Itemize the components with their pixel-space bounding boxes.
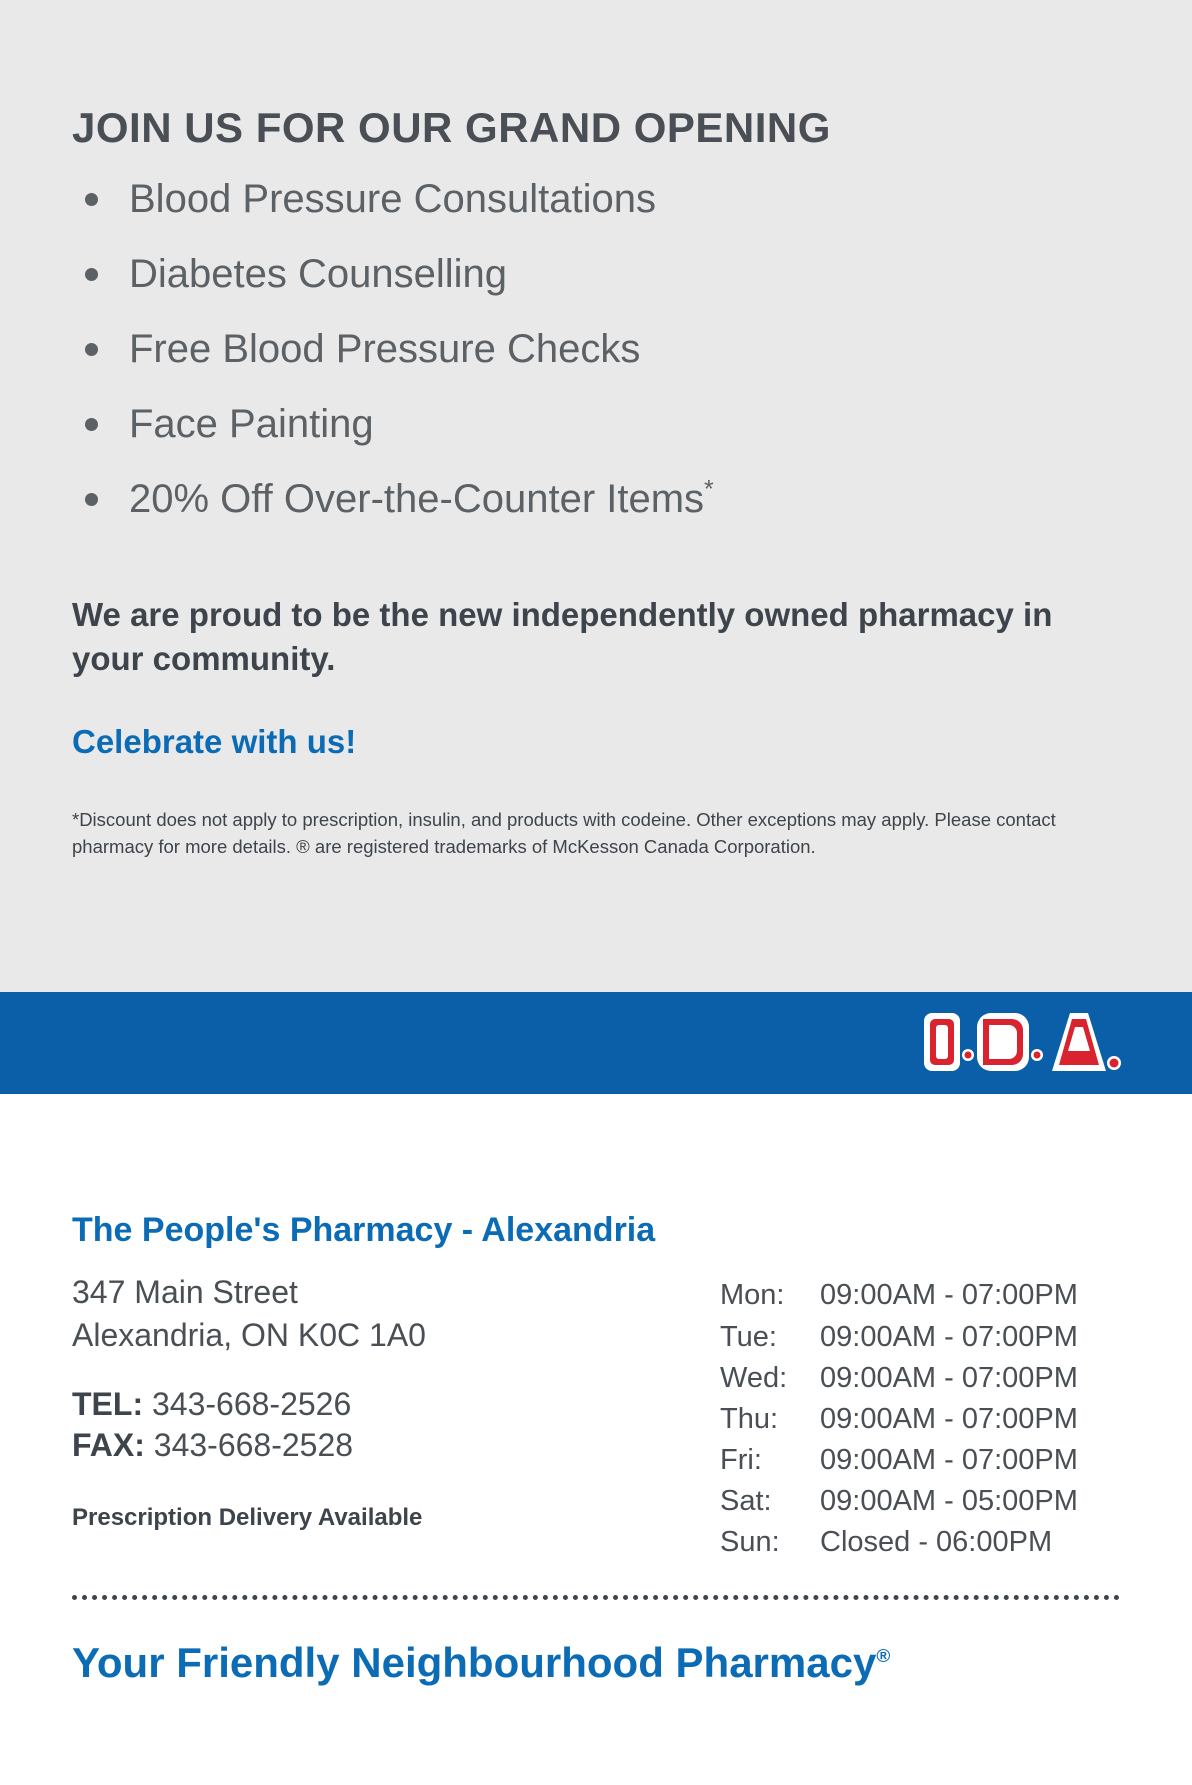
list-item-label: 20% Off Over-the-Counter Items <box>129 477 705 522</box>
hours-time-value: 09:00AM - 05:00PM <box>820 1485 1078 1518</box>
page-title: JOIN US FOR OUR GRAND OPENING <box>72 104 831 151</box>
contact-block <box>72 1384 672 1466</box>
telephone-label: TEL: <box>72 1385 144 1422</box>
fax-label: FAX: <box>72 1426 145 1463</box>
list-item-label: Blood Pressure Consultations <box>129 177 656 222</box>
hours-day-label: Wed: <box>720 1361 788 1394</box>
brand-band <box>0 992 1192 1094</box>
address-line-1: 347 Main Street <box>72 1274 298 1311</box>
bullet-icon <box>85 193 98 206</box>
bullet-icon <box>85 418 98 431</box>
store-name: The People's Pharmacy - Alexandria <box>72 1211 656 1249</box>
delivery-note: Prescription Delivery Available <box>72 1503 423 1531</box>
list-item-superscript: * <box>704 476 714 504</box>
hours-row <box>720 1481 1120 1522</box>
address-line-2: Alexandria, ON K0C 1A0 <box>72 1316 426 1353</box>
store-address-block <box>72 1271 672 1531</box>
list-item <box>72 177 1120 222</box>
hours-day-label: Mon: <box>720 1279 785 1312</box>
ida-logo <box>922 1007 1122 1079</box>
hours-time-value: 09:00AM - 07:00PM <box>820 1361 1078 1394</box>
list-item-label: Face Painting <box>129 402 374 447</box>
disclaimer-text: *Discount does not apply to prescription, insulin, and products with codeine. Other exceptions may apply. Please contact pharmacy for more details. ® are registered trademarks of McKesson Canada Corporation. <box>72 808 1056 858</box>
list-item-label: Diabetes Counselling <box>129 252 508 297</box>
hours-time-value: 09:00AM - 07:00PM <box>820 1444 1078 1477</box>
hours-time-value: Closed - 06:00PM <box>820 1526 1053 1559</box>
list-item <box>72 327 1120 372</box>
celebrate-callout: Celebrate with us! <box>72 723 357 761</box>
fax-row <box>72 1425 672 1466</box>
store-hours-table <box>720 1275 1120 1563</box>
telephone-value[interactable]: 343-668-2526 <box>151 1385 352 1422</box>
hours-day-label: Thu: <box>720 1402 779 1435</box>
hours-day-label: Sun: <box>720 1526 780 1559</box>
hours-row <box>720 1440 1120 1481</box>
list-item <box>72 402 1120 447</box>
bullet-icon <box>85 343 98 356</box>
hours-time-value: 09:00AM - 07:00PM <box>820 1279 1078 1312</box>
registered-trademark-icon: ® <box>876 1646 891 1667</box>
hours-row <box>720 1358 1120 1399</box>
promo-offer-list <box>72 177 1120 522</box>
hours-day-label: Tue: <box>720 1320 777 1353</box>
hours-day-label: Sat: <box>720 1485 772 1518</box>
hours-row <box>720 1317 1120 1358</box>
hours-row <box>720 1399 1120 1440</box>
hours-time-value: 09:00AM - 07:00PM <box>820 1320 1078 1353</box>
footer-tagline <box>72 1640 1132 1686</box>
divider <box>72 1595 1120 1605</box>
list-item <box>72 252 1120 297</box>
list-item <box>72 476 1120 522</box>
telephone-row <box>72 1384 672 1425</box>
proud-statement: We are proud to be the new independently owned pharmacy in your community. <box>72 596 1053 677</box>
hours-day-label: Fri: <box>720 1444 762 1477</box>
footer-tagline-text: Your Friendly Neighbourhood Pharmacy <box>72 1639 877 1686</box>
list-item-label: Free Blood Pressure Checks <box>129 327 641 372</box>
fax-value: 343-668-2528 <box>153 1426 354 1463</box>
bullet-icon <box>85 493 98 506</box>
hours-time-value: 09:00AM - 07:00PM <box>820 1402 1078 1435</box>
hours-row <box>720 1275 1120 1316</box>
bullet-icon <box>85 268 98 281</box>
hours-row <box>720 1522 1120 1563</box>
